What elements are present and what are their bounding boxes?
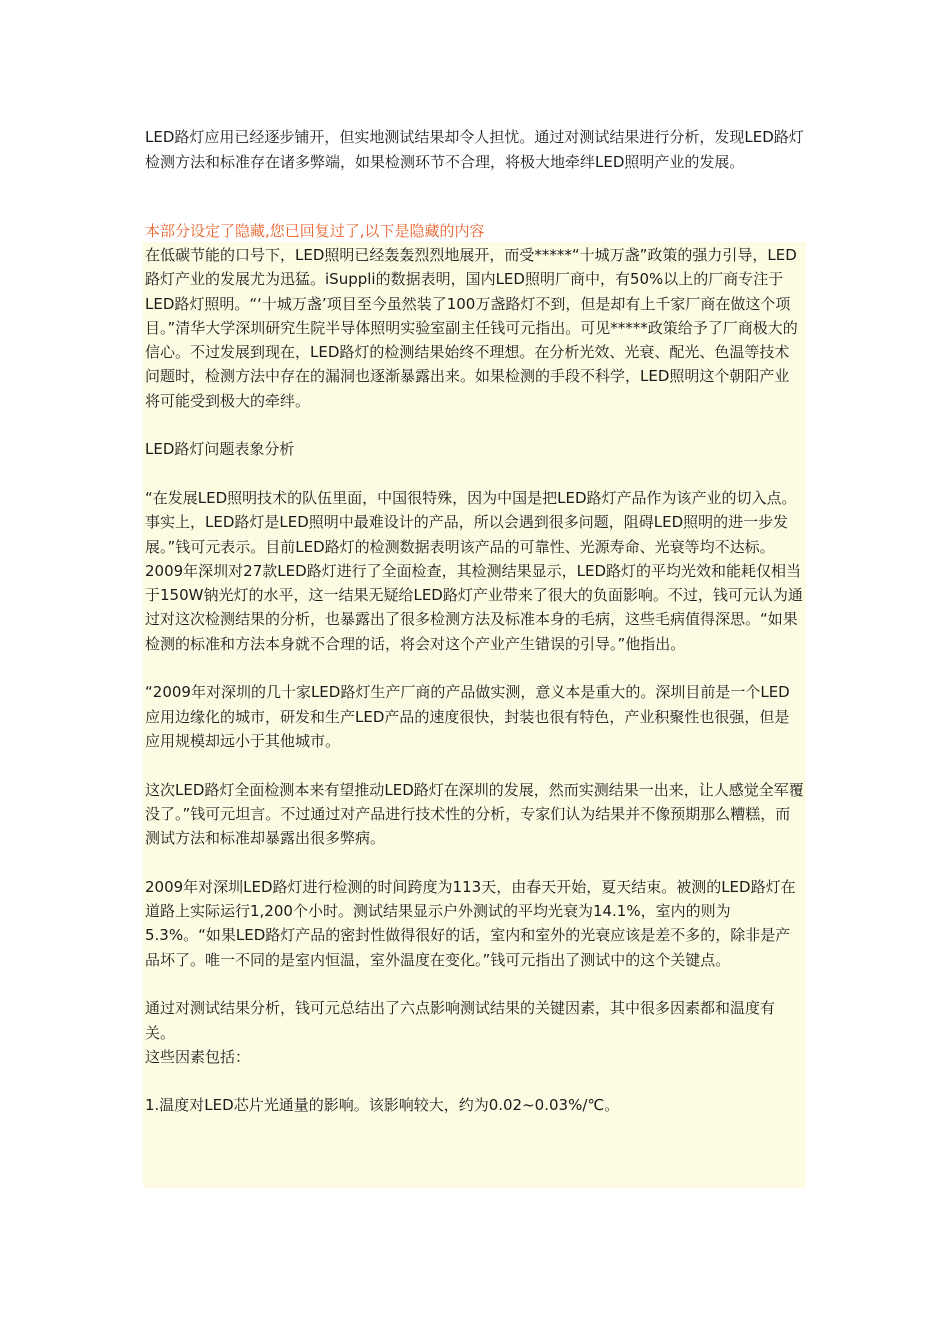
paragraph-gap — [145, 1069, 804, 1093]
paragraph-gap — [145, 462, 804, 486]
paragraph-gap — [145, 753, 804, 777]
hidden-content-notice: 本部分设定了隐藏,您已回复过了,以下是隐藏的内容 — [145, 222, 485, 240]
paragraph-8: 1.温度对LED芯片光通量的影响。该影响较大，约为0.02~0.03%/℃。 — [145, 1096, 620, 1115]
paragraph-gap — [145, 850, 804, 874]
paragraph-1: 在低碳节能的口号下，LED照明已经轰轰烈烈地展开，而受*****“十城万盏”政策的强力引导，LED路灯产业的发展尤为迅猛。iSuppli的数据表明，国内LED照明厂商中，有50%以上的厂商专注于LED路灯照明。“‘十城万盏’项目至今虽然装了100万盏路灯不到，但是却有上千家厂商在做这个项目。”清华大学深圳研究生院半导体照明实验室副主任钱可元指出。可见*****政策给予了厂商极大的信心。不过发展到现在，LED路灯的检测结果始终不理想。在分析光效、光衰、配光、色温等技术问题时，检测方法中存在的漏洞也逐渐暴露出来。如果检测的手段不科学，LED照明这个朝阳产业将可能受到极大的牵绊。 — [145, 246, 798, 410]
paragraph-7: 这些因素包括： — [145, 1047, 251, 1066]
paragraph-6: 通过对测试结果分析，钱可元总结出了六点影响测试结果的关键因素，其中很多因素都和温度有关。 — [145, 999, 776, 1042]
paragraph-gap — [145, 972, 804, 996]
paragraph-4: 这次LED路灯全面检测本来有望推动LED路灯在深圳的发展，然而实测结果一出来，让人感觉全军覆没了。”钱可元坦言。不过通过对产品进行技术性的分析，专家们认为结果并不像预期那么糟糕，而测试方法和标准却暴露出很多弊病。 — [145, 780, 804, 848]
section-heading: LED路灯问题表象分析 — [145, 440, 295, 459]
paragraph-5: 2009年对深圳LED路灯进行检测的时间跨度为113天，由春天开始，夏天结束。被测的LED路灯在道路上实际运行1,200个小时。测试结果显示户外测试的平均光衰为14.1%，室内的则为5.3%。“如果LED路灯产品的密封性做得很好的话，室内和室外的光衰应该是差不多的，除非是产品坏了。唯一不同的是室内恒温，室外温度在变化。”钱可元指出了测试中的这个关键点。 — [145, 877, 796, 969]
hidden-content-box — [143, 242, 806, 1188]
paragraph-gap — [145, 656, 804, 680]
paragraph-3: “2009年对深圳的几十家LED路灯生产厂商的产品做实测，意义本是重大的。深圳目前是一个LED应用边缘化的城市，研发和生产LED产品的速度很快，封装也很有特色，产业积聚性也很强，但是应用规模却远小于其他城市。 — [145, 683, 790, 750]
paragraph-gap — [145, 413, 804, 437]
paragraph-2: “在发展LED照明技术的队伍里面，中国很特殊，因为中国是把LED路灯产品作为该产业的切入点。事实上，LED路灯是LED照明中最难设计的产品，所以会遇到很多问题，阻碍LED照明的进一步发展。”钱可元表示。目前LED路灯的检测数据表明该产品的可靠性、光源寿命、光衰等均不达标。2009年深圳对27款LED路灯进行了全面检查，其检测结果显示，LED路灯的平均光效和能耗仅相当于150W钠光灯的水平，这一结果无疑给LED路灯产业带来了很大的负面影响。不过，钱可元认为通过对这次检测结果的分析，也暴露出了很多检测方法及标准本身的毛病，这些毛病值得深思。“如果检测的标准和方法本身就不合理的话，将会对这个产业产生错误的引导。”他指出。 — [145, 488, 803, 653]
intro-paragraph: LED路灯应用已经逐步铺开，但实地测试结果却令人担忧。通过对测试结果进行分析，发现LED路灯检测方法和标准存在诸多弊端，如果检测环节不合理，将极大地牵绊LED照明产业的发展。 — [145, 128, 804, 171]
